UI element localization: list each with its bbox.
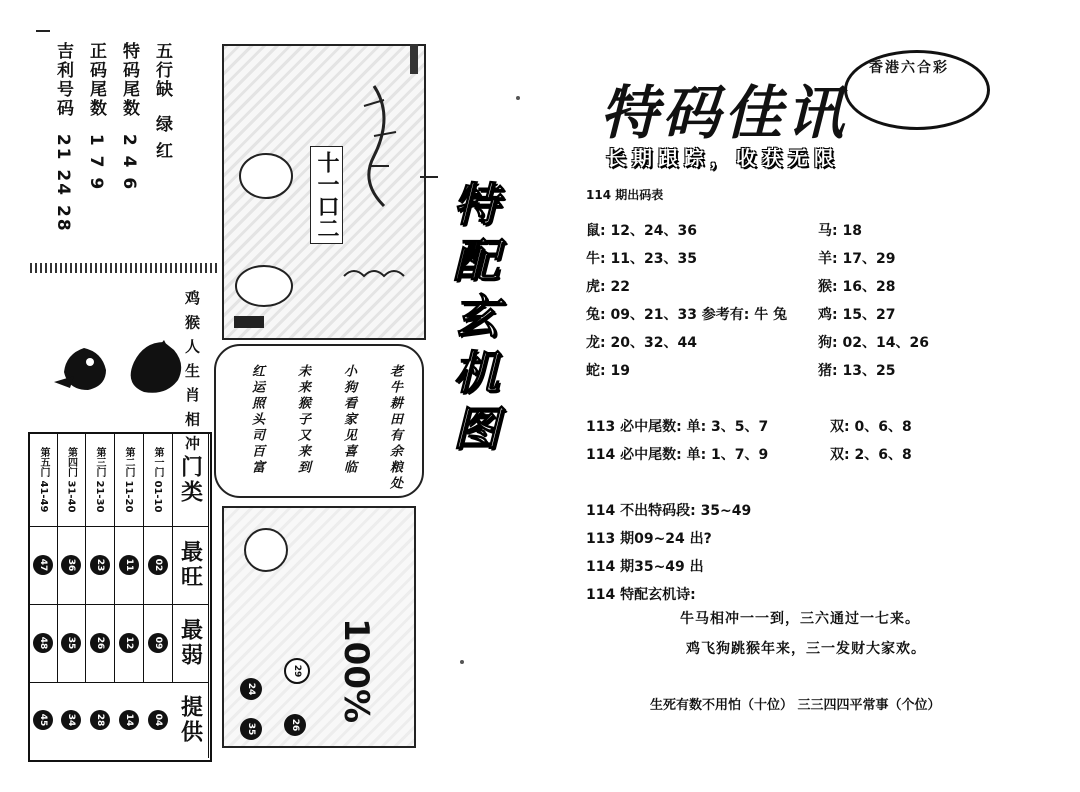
- cold-number-ball: 26: [90, 633, 110, 653]
- cold-number-ball: 12: [119, 633, 139, 653]
- poem-line: 未来猴子又来到: [295, 364, 310, 476]
- note-line: 114 期35~49 出: [586, 559, 704, 575]
- logo-title: 特码佳讯: [600, 79, 849, 147]
- right-panel: [540, 0, 1080, 792]
- badge-ball: 26: [284, 714, 306, 736]
- tail-113-double: 双: 0、6、8: [830, 419, 912, 435]
- percent-badge: 100%: [336, 618, 376, 724]
- table-header: 最旺: [172, 526, 209, 605]
- table-row-label: 第三门 21-30: [85, 434, 115, 527]
- cold-number-ball: 48: [33, 633, 53, 653]
- tail-114-single: 114 必中尾数: 单: 1、7、9: [586, 447, 769, 463]
- zodiac-row: 鸡: 15、27: [818, 307, 896, 323]
- stat-label: 正码尾数: [86, 42, 106, 118]
- zodiac-row: 羊: 17、29: [818, 251, 896, 267]
- hot-number-ball: 02: [148, 555, 168, 575]
- badge-ball: 24: [240, 678, 262, 700]
- offer-number-ball: 34: [61, 710, 81, 730]
- stat-row-3: [84, 42, 109, 282]
- zodiac-row: 牛: 11、23、35: [586, 251, 697, 267]
- note-line: 114 特配玄机诗:: [586, 587, 696, 603]
- poem-line: 红运照头司百富: [249, 364, 264, 476]
- zodiac-row: 虎: 22: [586, 279, 630, 295]
- zodiac-row: 马: 18: [818, 223, 862, 239]
- stat-values: 2 4 6: [119, 133, 139, 192]
- badge-area: [222, 506, 416, 748]
- cold-number-ball: 35: [61, 633, 81, 653]
- stamp-text: 香港六合彩: [869, 60, 949, 76]
- tail-114-double: 双: 2、6、8: [830, 447, 912, 463]
- rooster-monkey-illustration: [44, 332, 194, 394]
- tail-113-single: 113 必中尾数: 单: 3、5、7: [586, 419, 769, 435]
- slogan: 长期跟踪，收获无限: [606, 146, 840, 170]
- badge-ball: 29: [284, 658, 310, 684]
- note-line: 114 不出特码段: 35~49: [586, 503, 752, 519]
- offer-number-ball: 45: [33, 710, 53, 730]
- stat-values: 1 7 9: [86, 133, 106, 192]
- table-header: 提供: [172, 682, 209, 758]
- zodiac-row: 蛇: 19: [586, 363, 630, 379]
- stat-label: 特码尾数: [119, 42, 139, 118]
- footer-line: 生死有数不用怕（十位） 三三四四平常事（个位）: [650, 698, 941, 713]
- offer-number-ball: 04: [148, 710, 168, 730]
- poem-line: 小狗看家见喜临: [341, 364, 356, 476]
- hot-number-ball: 47: [33, 555, 53, 575]
- hot-number-ball: 36: [61, 555, 81, 575]
- note-line: 113 期09~24 出?: [586, 531, 712, 547]
- sketch-caption: 十一口二: [310, 146, 343, 244]
- stamp-seal: [844, 50, 990, 130]
- zodiac-row: 龙: 20、32、44: [586, 335, 697, 351]
- stat-values: 21 24 28: [53, 133, 73, 233]
- poem-box: [214, 344, 424, 498]
- poem-line: 鸡飞狗跳猴年来，三一发财大家欢。: [686, 641, 926, 657]
- badge-ball: 35: [240, 718, 262, 740]
- zodiac-row: 鼠: 12、24、36: [586, 223, 697, 239]
- corner-mark: [36, 30, 50, 32]
- zodiac-row: 狗: 02、14、26: [818, 335, 929, 351]
- scene-sketch: [222, 44, 426, 340]
- stat-row-1: [150, 42, 175, 282]
- table-row-label: 第五门 41-49: [30, 434, 58, 527]
- table-row-label: 第四门 31-40: [57, 434, 86, 527]
- hatched-divider: [30, 263, 218, 273]
- stat-label: 五行缺: [152, 42, 172, 99]
- number-table: [28, 432, 212, 762]
- stat-row-2: [117, 42, 142, 282]
- poem-line: 牛马相冲一一到，三六通过一七来。: [680, 611, 920, 627]
- cold-number-ball: 09: [148, 633, 168, 653]
- zodiac-row: 兔: 09、21、33 参考有: 牛 兔: [586, 307, 788, 323]
- offer-number-ball: 14: [119, 710, 139, 730]
- vertical-title: 特配玄机图: [446, 180, 500, 460]
- table-header: 门类: [172, 434, 209, 527]
- coin-icon: [244, 528, 288, 572]
- offer-number-ball: 28: [90, 710, 110, 730]
- table-header: 最弱: [172, 604, 209, 683]
- hot-number-ball: 23: [90, 555, 110, 575]
- stat-row-4: [51, 42, 76, 282]
- zodiac-row: 猴: 16、28: [818, 279, 896, 295]
- hot-number-ball: 11: [119, 555, 139, 575]
- table-row-label: 第二门 11-20: [114, 434, 144, 527]
- table-row-label: 第一门 01-10: [143, 434, 173, 527]
- stat-values: 绿 红: [152, 114, 172, 161]
- poem-line: 老牛耕田有余粮处: [387, 364, 402, 492]
- zodiac-row: 猪: 13、25: [818, 363, 896, 379]
- table-title: 114 期出码表: [586, 188, 664, 202]
- animal-caption: 鸡 猴 人 生 肖 相 冲: [183, 290, 201, 453]
- stat-label: 吉利号码: [53, 42, 73, 118]
